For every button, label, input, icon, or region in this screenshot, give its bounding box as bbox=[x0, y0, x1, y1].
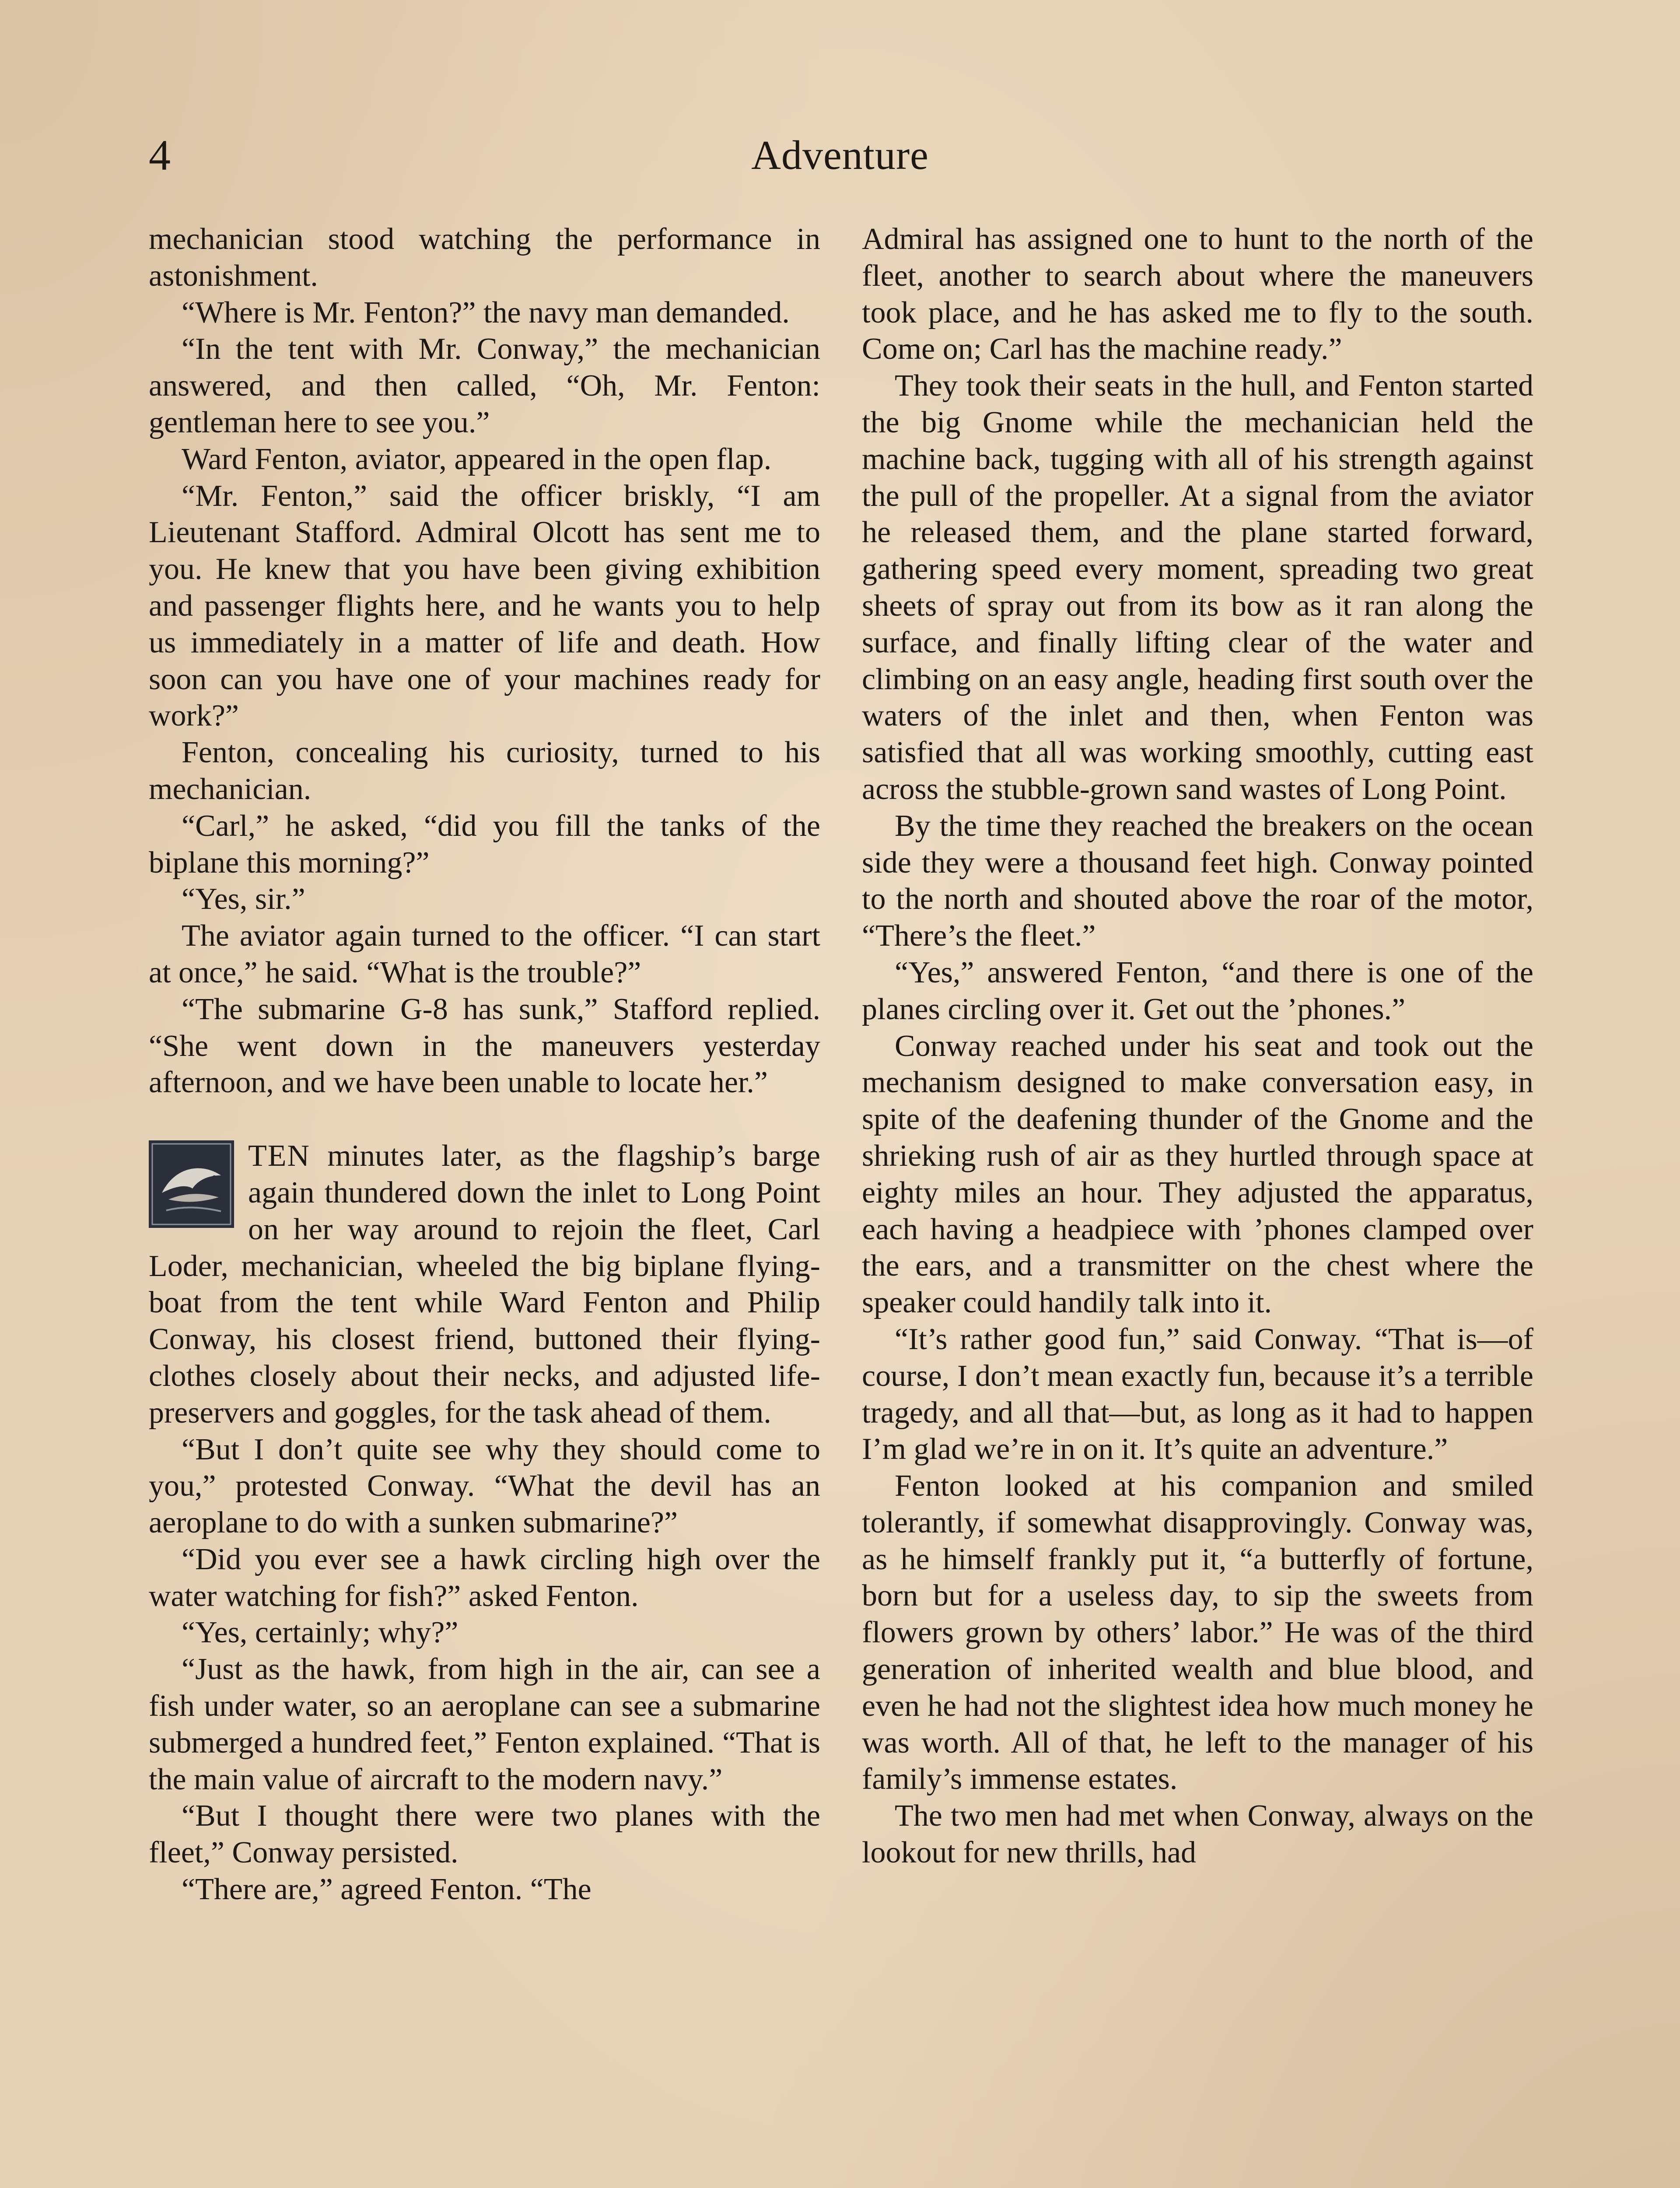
paragraph: “But I thought there were two planes with the fleet,” Conway persisted. bbox=[149, 1799, 820, 1870]
paragraph: Fenton looked at his companion and smiled tolerantly, if somewhat disapprovingly. Conway was, as he himself frankly put it, “a butterfly of fortune, born but for a useless day, to sip the sweets from flowers grown by others’ labor.” He was of the third generation of inherited wealth and blue blood, and even he had not the slightest idea how much money he was worth. All of that, he left to the manager of his family’s immense estates. bbox=[862, 1469, 1533, 1796]
paragraph: “Yes, sir.” bbox=[182, 882, 305, 916]
paragraph: “Just as the hawk, from high in the air, can see a fish under water, so an aeroplane can see a submarine submerged a hundred feet,” Fenton explained. “That is the main value of aircraft to the modern navy.” bbox=[149, 1652, 820, 1796]
right-column bbox=[862, 221, 1533, 1871]
paragraph: “It’s rather good fun,” said Conway. “That is—of course, I don’t mean exactly fun, because it’s a terrible tragedy, and all that—but, as long as it had to happen I’m glad we’re in on it. It’s quite an adventure.” bbox=[862, 1322, 1533, 1466]
paragraph: “Yes,” answered Fenton, “and there is one of the planes circling over it. Get out the ’phones.” bbox=[862, 955, 1533, 1026]
section-lead-word: TEN bbox=[248, 1139, 311, 1173]
bird-vignette-icon bbox=[149, 1140, 234, 1228]
section-paragraph bbox=[149, 1138, 820, 1431]
paragraph: “The submarine G-8 has sunk,” Stafford replied. “She went down in the maneuvers yesterday afternoon, and we have been unable to locate her.” bbox=[149, 992, 820, 1100]
paragraph: “Carl,” he asked, “did you fill the tanks of the biplane this morning?” bbox=[149, 809, 820, 880]
paragraph: “Mr. Fenton,” said the officer briskly, “I am Lieutenant Stafford. Admiral Olcott has sent me to you. He knew that you have been giving exhibition and passenger flights here, and he wants you to help us immediately in a matter of life and death. How soon can you have one of your machines ready for work?” bbox=[149, 479, 820, 733]
left-column bbox=[149, 221, 820, 1908]
paragraph: The two men had met when Conway, always on the lookout for new thrills, had bbox=[862, 1799, 1533, 1870]
paragraph: Conway reached under his seat and took out the mechanism designed to make conversation easy, in spite of the deafening thunder of the Gnome and the shrieking rush of air as they hurtled through space at eighty miles an hour. They adjusted the apparatus, each having a headpiece with ’phones clamped over the ears, and a transmitter on the chest where the speaker could handily talk into it. bbox=[862, 1029, 1533, 1320]
paragraph: The aviator again turned to the officer. “I can start at once,” he said. “What is the trouble?” bbox=[149, 919, 820, 989]
paragraph: “But I don’t quite see why they should come to you,” protested Conway. “What the devil has an aeroplane to do with a sunken submarine?” bbox=[149, 1432, 820, 1540]
paragraph: “Where is Mr. Fenton?” the navy man demanded. bbox=[182, 295, 790, 330]
paragraph: Admiral has assigned one to hunt to the north of the fleet, another to search about where the maneuvers took place, and he has asked me to fly to the south. Come on; Carl has the machine ready.” bbox=[862, 222, 1533, 366]
paragraph: They took their seats in the hull, and Fenton started the big Gnome while the mechanician held the machine back, tugging with all of his strength against the pull of the propeller. At a signal from the aviator he released them, and the plane started forward, gathering speed every moment, spreading two great sheets of spray out from its bow as it ran along the surface, and finally lifting clear of the water and climbing on an easy angle, heading first south over the waters of the inlet and then, when Fenton was satisfied that all was working smoothly, cutting east across the stubble-grown sand wastes of Long Point. bbox=[862, 369, 1533, 806]
paragraph: “Did you ever see a hawk circling high over the water watching for fish?” asked Fenton. bbox=[149, 1542, 820, 1613]
section-paragraph-text: minutes later, as the flagship’s barge again thundered down the inlet to Long Point on her way around to rejoin the fleet, Carl Loder, mechanician, wheeled the big biplane flying-boat from the tent while Ward Fenton and Philip Conway, his closest friend, buttoned their flying-clothes closely about their necks, and adjusted life-preservers and goggles, for the task ahead of them. bbox=[149, 1139, 820, 1430]
paragraph: “In the tent with Mr. Conway,” the mechanician answered, and then called, “Oh, Mr. Fenton: gentleman here to see you.” bbox=[149, 332, 820, 439]
paragraph: “Yes, certainly; why?” bbox=[182, 1616, 458, 1650]
paragraph: mechanician stood watching the performance in astonishment. bbox=[149, 222, 820, 293]
section-opening bbox=[149, 1138, 820, 1431]
paragraph: Ward Fenton, aviator, appeared in the open flap. bbox=[182, 442, 772, 476]
paragraph: By the time they reached the breakers on the ocean side they were a thousand feet high. Conway pointed to the north and shouted above the roar of the motor, “There’s the fleet.” bbox=[862, 809, 1533, 953]
paragraph: Fenton, concealing his curiosity, turned to his mechanician. bbox=[149, 736, 820, 806]
paragraph: “There are,” agreed Fenton. “The bbox=[182, 1872, 592, 1907]
page-number: 4 bbox=[149, 131, 171, 179]
page-header bbox=[0, 127, 1680, 184]
running-title: Adventure bbox=[751, 133, 929, 178]
